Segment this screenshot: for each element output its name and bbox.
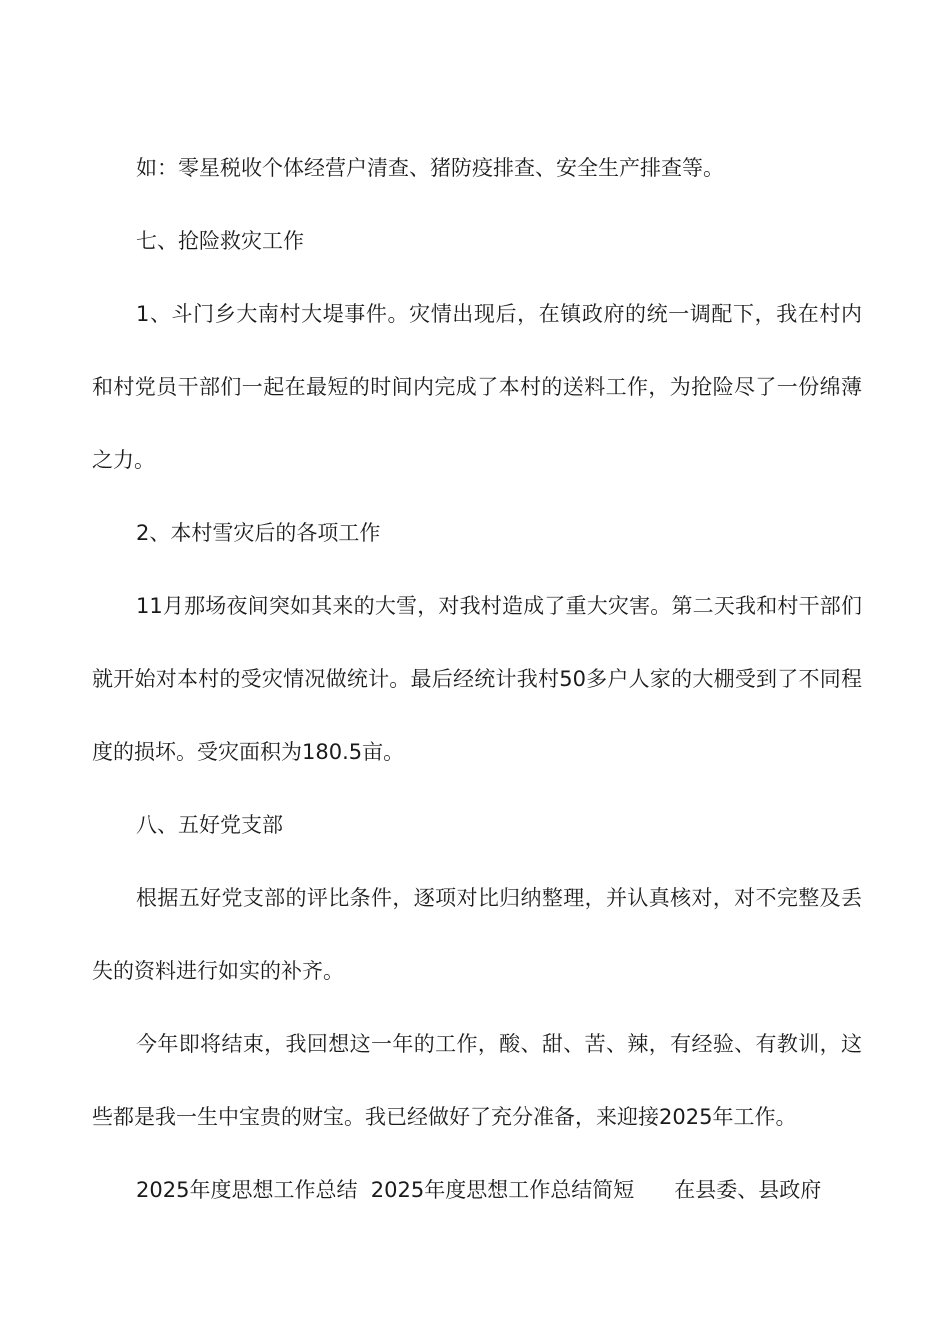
paragraph-investigation-list: 如：零星税收个体经营户清查、猪防疫排查、安全生产排查等。 bbox=[136, 156, 724, 180]
paragraph-snow-damage: 11月那场夜间突如其来的大雪，对我村造成了重大灾害。第二天我和村干部们就开始对本村的受灾情况做统计。最后经统计我村50多户人家的大棚受到了不同程度的损坏。受灾面积为180.5亩。 bbox=[92, 594, 862, 764]
section-heading-party-branch: 八、五好党支部 bbox=[136, 813, 283, 837]
section-heading-rescue: 七、抢险救灾工作 bbox=[136, 229, 304, 253]
paragraph-next-title: 2025年度思想工作总结 2025年度思想工作总结简短 在县委、县政府 bbox=[136, 1178, 822, 1202]
paragraph-party-branch-review: 根据五好党支部的评比条件，逐项对比归纳整理，并认真核对，对不完整及丢失的资料进行如实的补齐。 bbox=[92, 886, 862, 983]
paragraph-year-end-reflection: 今年即将结束，我回想这一年的工作，酸、甜、苦、辣，有经验、有教训，这些都是我一生中宝贵的财宝。我已经做好了充分准备，来迎接2025年工作。 bbox=[92, 1032, 862, 1129]
paragraph-levee-incident: 1、斗门乡大南村大堤事件。灾情出现后，在镇政府的统一调配下，我在村内和村党员干部们一起在最短的时间内完成了本村的送料工作，为抢险尽了一份绵薄之力。 bbox=[92, 302, 862, 472]
document-body bbox=[92, 132, 862, 1227]
subheading-snow-disaster: 2、本村雪灾后的各项工作 bbox=[136, 521, 381, 545]
